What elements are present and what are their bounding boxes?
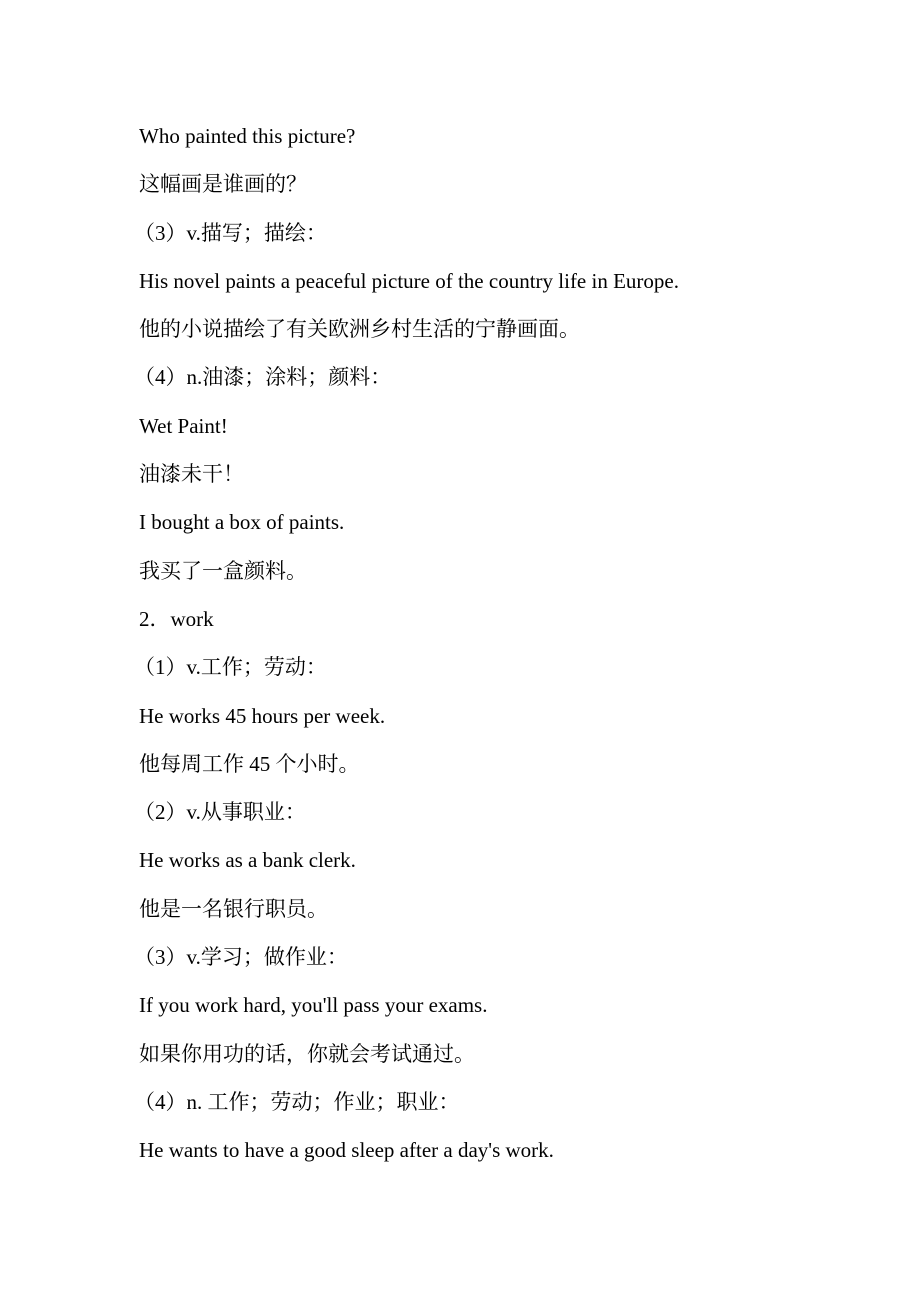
example-sentence-en: His novel paints a peaceful picture of the country life in Europe. <box>139 268 679 293</box>
example-sentence-en: I bought a box of paints. <box>139 510 345 535</box>
example-sentence-en: Who painted this picture? <box>139 124 356 148</box>
example-sentence-en: He wants to have a good sleep after a day's work. <box>139 1138 554 1163</box>
example-sentence-en: If you work hard, you'll pass your exams. <box>139 993 488 1018</box>
sense-heading: （4）n. 工作；劳动；作业；职业： <box>134 1089 460 1114</box>
sense-heading: （2）v.从事职业： <box>134 800 306 825</box>
example-sentence-zh: 他的小说描绘了有关欧洲乡村生活的宁静画面。 <box>139 317 580 342</box>
example-sentence-zh: 如果你用功的话，你就会考试通过。 <box>139 1041 475 1066</box>
example-sentence-zh: 我买了一盒颜料。 <box>139 558 307 583</box>
word-heading: 2．work <box>139 606 214 631</box>
example-sentence-en: He works 45 hours per week. <box>139 703 386 728</box>
sense-heading: （4）n.油漆；涂料；颜料： <box>134 365 392 390</box>
example-sentence-en: Wet Paint! <box>139 413 228 438</box>
example-sentence-zh: 油漆未干！ <box>139 462 244 487</box>
example-sentence-zh: 这幅画是谁画的？ <box>139 172 307 197</box>
sense-heading: （3）v.学习；做作业： <box>134 945 348 970</box>
sense-heading: （1）v.工作；劳动： <box>134 655 327 680</box>
example-sentence-zh: 他每周工作 45 个小时。 <box>139 751 360 776</box>
example-sentence-en: He works as a bank clerk. <box>139 848 356 873</box>
document-body <box>134 121 859 1184</box>
example-sentence-zh: 他是一名银行职员。 <box>139 896 328 921</box>
sense-heading: （3）v.描写；描绘： <box>134 220 327 245</box>
